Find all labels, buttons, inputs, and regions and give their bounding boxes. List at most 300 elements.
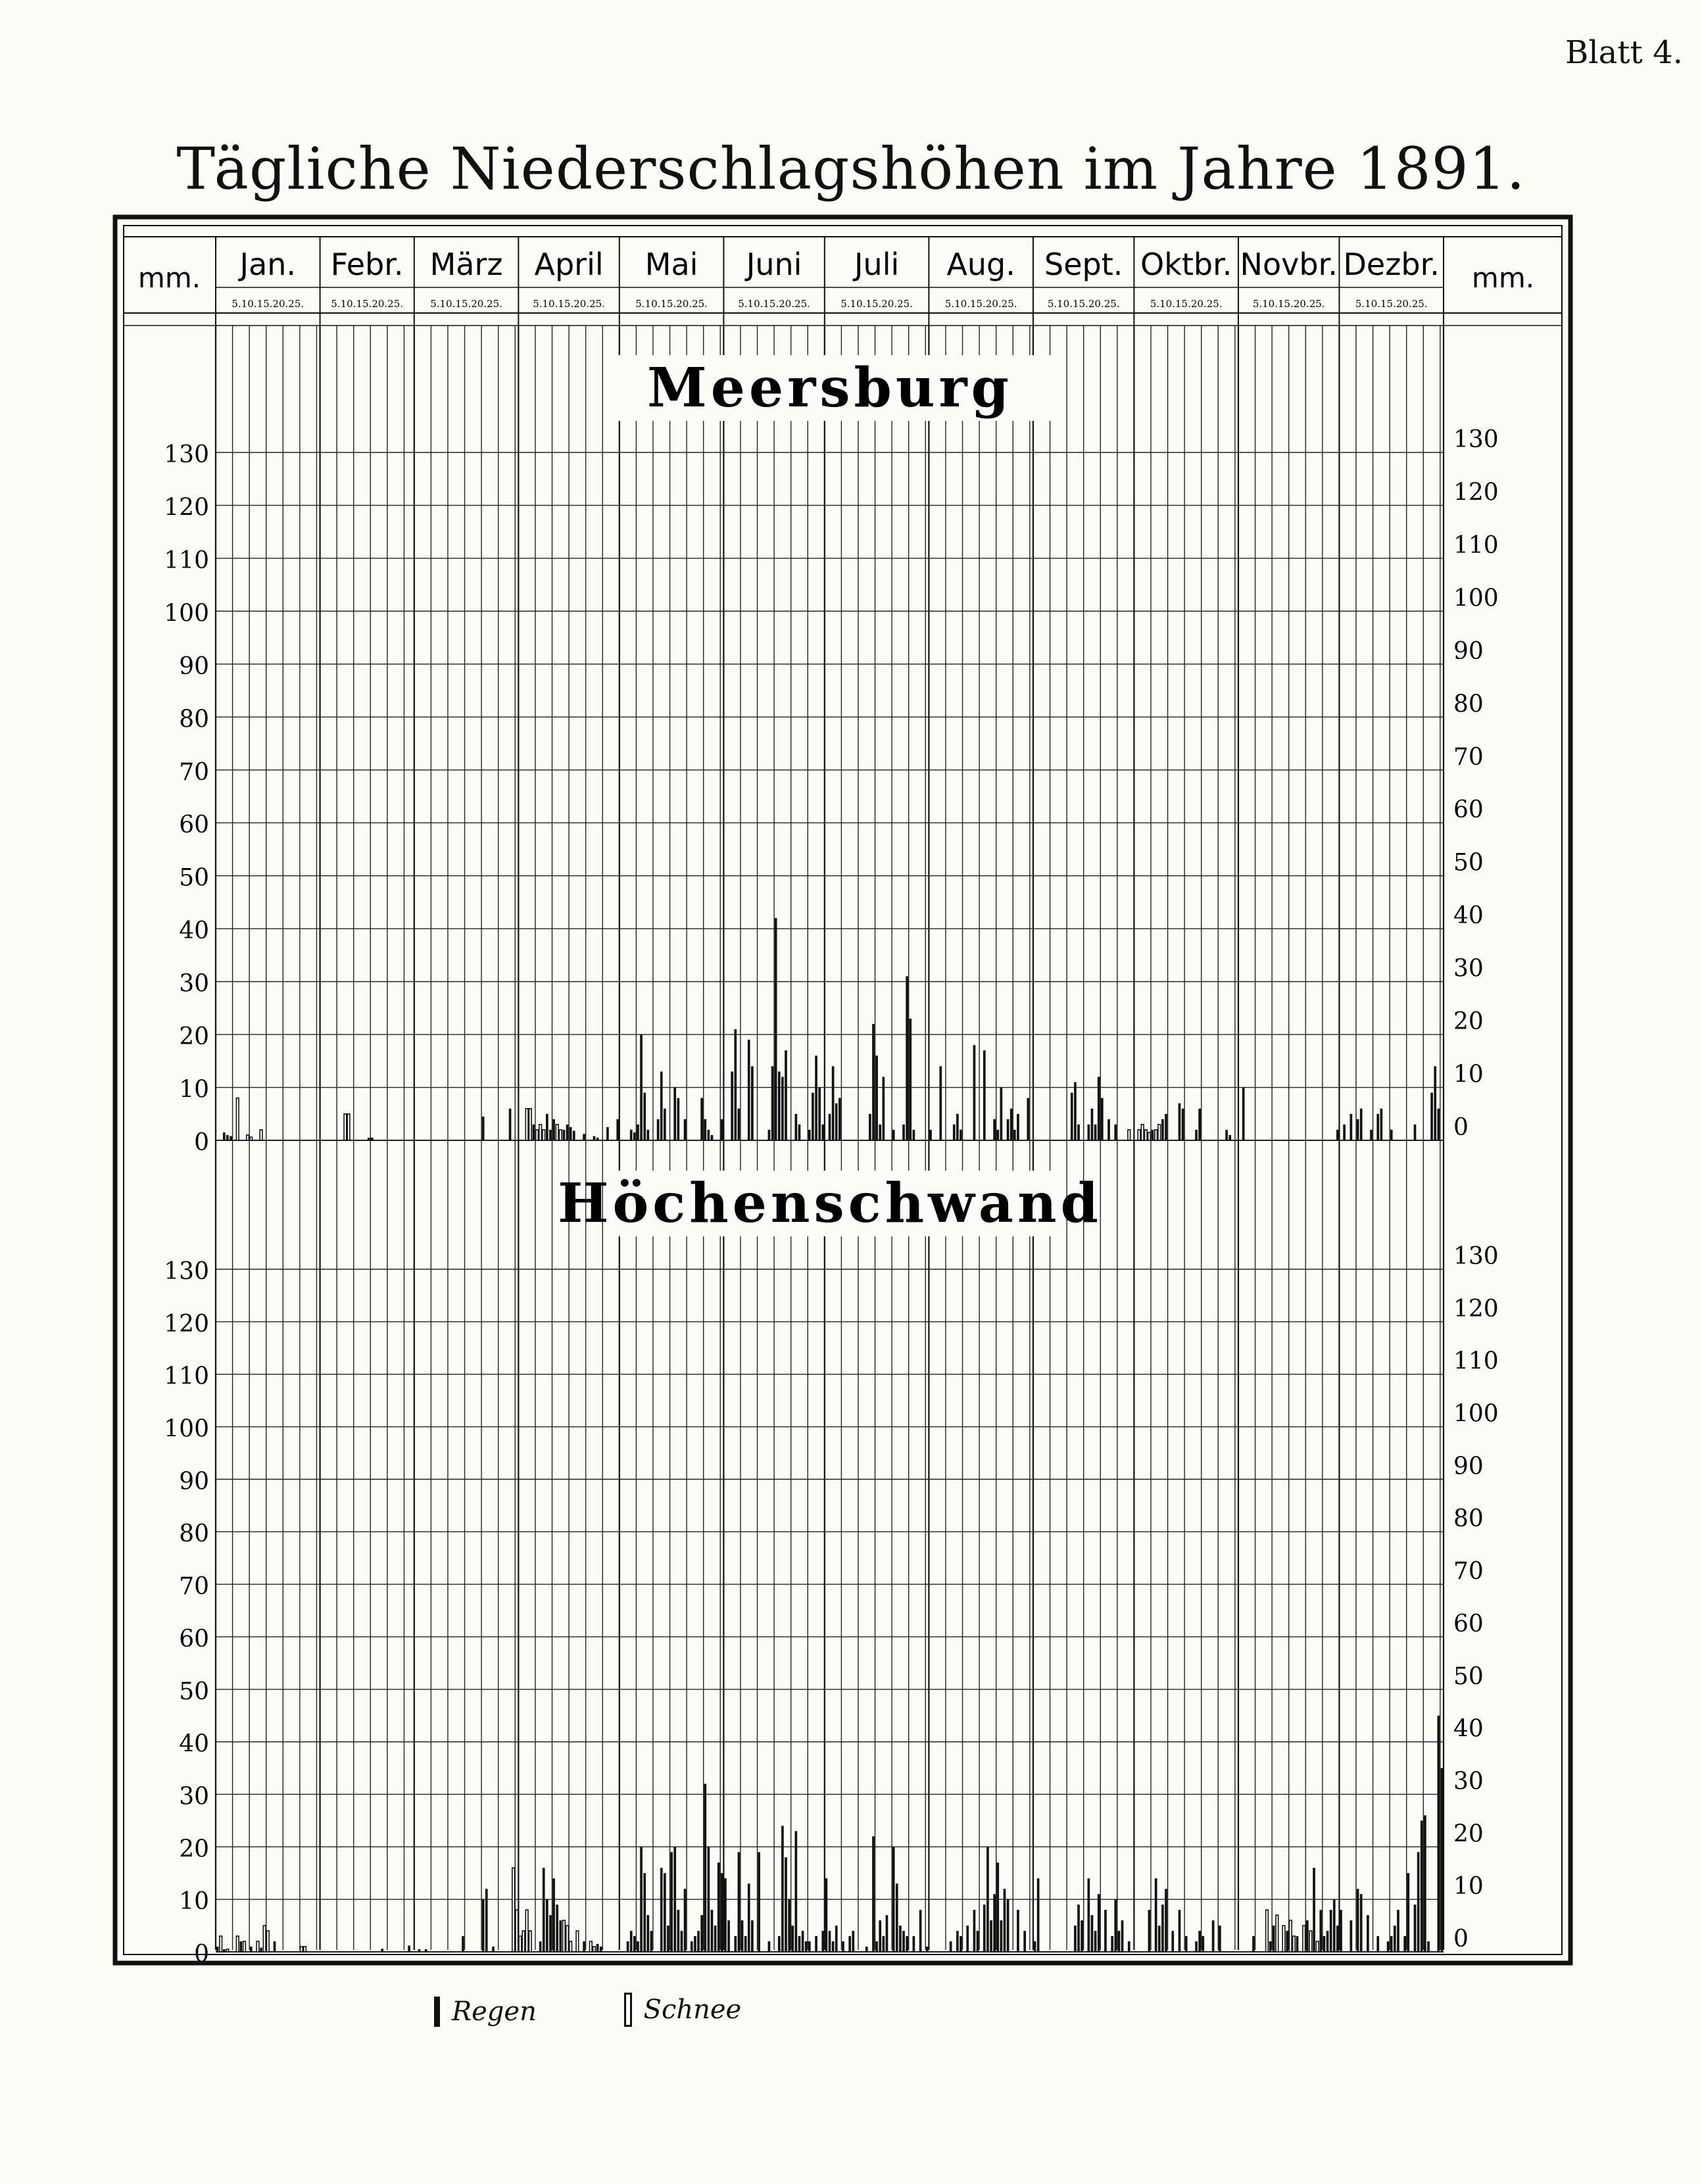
rain-bar: [727, 1920, 730, 1952]
snow-bar: [1309, 1931, 1312, 1952]
rain-bar: [791, 1926, 794, 1952]
snow-bar: [589, 1941, 592, 1952]
rain-bar: [1195, 1941, 1198, 1952]
snow-bar: [1158, 1125, 1161, 1140]
snow-bar: [1128, 1130, 1131, 1140]
rain-bar: [1198, 1109, 1201, 1140]
rain-bar: [583, 1941, 585, 1952]
rain-bar: [1182, 1109, 1184, 1140]
snow-bar: [525, 1109, 528, 1140]
y-tick-label-left: 70: [179, 758, 209, 786]
y-tick-label-right: 40: [1453, 1715, 1484, 1743]
y-tick-label-right: 0: [1453, 1926, 1469, 1953]
snow-bar: [566, 1926, 569, 1952]
day-tick-label: 5.10.15.20.25.: [1150, 298, 1223, 310]
rain-bar: [1114, 1899, 1117, 1952]
rain-bar: [1023, 1931, 1026, 1952]
rain-bar: [808, 1130, 811, 1140]
rain-bar: [869, 1114, 871, 1140]
rain-bar: [1390, 1936, 1393, 1952]
legend-item-snow: [624, 1993, 742, 2027]
rain-bar: [1081, 1920, 1083, 1952]
rain-bar: [882, 1936, 885, 1952]
rain-bar: [546, 1899, 548, 1952]
y-tick-label-left: 30: [179, 1783, 209, 1810]
snow-bar: [347, 1114, 350, 1140]
y-tick-label-left: 110: [164, 1363, 209, 1390]
y-tick-label-left: 10: [179, 1076, 209, 1104]
rain-bar: [700, 1915, 703, 1952]
rain-bar: [1212, 1920, 1215, 1952]
rain-bar: [708, 1130, 710, 1140]
snow-bar: [539, 1125, 542, 1140]
snow-bar: [1266, 1910, 1269, 1952]
rain-bar: [835, 1104, 838, 1140]
month-label: Aug.: [946, 247, 1015, 282]
rain-bar: [637, 1941, 639, 1952]
rain-bar: [596, 1138, 599, 1140]
day-tick-label: 5.10.15.20.25.: [430, 298, 502, 310]
rain-bar: [1017, 1910, 1019, 1952]
rain-bar: [606, 1127, 609, 1140]
rain-bar: [939, 1066, 942, 1140]
rain-bar: [738, 1852, 741, 1952]
rain-bar: [960, 1936, 962, 1952]
snow-bar: [250, 1137, 253, 1140]
rain-bar: [1421, 1820, 1423, 1952]
rain-bar: [708, 1847, 710, 1952]
rain-bar: [788, 1899, 790, 1952]
snow-bar: [256, 1941, 259, 1952]
rain-bar: [596, 1944, 599, 1952]
y-tick-label-right: 50: [1453, 1662, 1484, 1690]
month-label: April: [534, 247, 604, 282]
rain-bar: [533, 1125, 535, 1140]
snow-bar: [236, 1936, 239, 1952]
rain-bar: [983, 1050, 986, 1140]
rain-bar: [899, 1926, 902, 1952]
rain-bar: [570, 1127, 572, 1140]
rain-bar: [829, 1114, 831, 1140]
rain-bar: [1161, 1119, 1164, 1140]
rain-bar: [408, 1945, 410, 1952]
rain-bar: [872, 1024, 875, 1140]
rain-bar: [1427, 1941, 1430, 1952]
y-tick-label-left: 90: [179, 652, 209, 680]
day-tick-label: 5.10.15.20.25.: [738, 298, 810, 310]
rain-bar: [260, 1948, 262, 1952]
station-title: Meersburg: [647, 356, 1013, 420]
rain-bar: [1333, 1899, 1336, 1952]
rain-bar: [892, 1130, 895, 1140]
rain-bar: [768, 1941, 771, 1952]
rain-bar: [741, 1920, 744, 1952]
rain-bar: [425, 1949, 427, 1952]
snow-bar: [576, 1931, 579, 1952]
rain-bar: [829, 1931, 831, 1952]
rain-bar: [1319, 1910, 1322, 1952]
rain-bar: [1121, 1920, 1124, 1952]
rain-bar: [996, 1130, 999, 1140]
rain-bar: [563, 1130, 566, 1140]
snow-bar: [1144, 1130, 1147, 1140]
legend-rain-label: Regen: [452, 1997, 537, 2027]
day-tick-label: 5.10.15.20.25.: [1252, 298, 1325, 310]
rain-bar: [223, 1949, 226, 1952]
rain-bar: [1071, 1093, 1073, 1140]
rain-bar: [734, 1936, 737, 1952]
rain-bar: [1336, 1130, 1339, 1140]
rain-bar: [778, 1936, 781, 1952]
y-tick-label-right: 80: [1453, 1505, 1484, 1533]
rain-bar: [1394, 1926, 1396, 1952]
rain-bar: [559, 1920, 562, 1952]
rain-bar: [1441, 1768, 1444, 1952]
rain-bar: [640, 1034, 643, 1140]
rain-bar: [230, 1136, 232, 1140]
rain-bar: [1228, 1135, 1231, 1140]
rain-bar: [1417, 1852, 1420, 1952]
y-tick-label-left: 0: [194, 1941, 209, 1968]
snow-bar: [344, 1114, 347, 1140]
unit-label-left: mm.: [137, 262, 201, 294]
rain-bar: [977, 1931, 979, 1952]
rain-bar: [1104, 1910, 1107, 1952]
rain-bar: [1367, 1915, 1369, 1952]
snow-bar: [536, 1130, 539, 1140]
day-tick-label: 5.10.15.20.25.: [331, 298, 404, 310]
snow-bar: [247, 1135, 249, 1140]
rain-bar: [1179, 1910, 1181, 1952]
snow-bar: [529, 1931, 531, 1952]
snow-bar: [556, 1125, 558, 1140]
y-tick-label-right: 10: [1453, 1061, 1484, 1088]
rain-bar: [552, 1119, 555, 1140]
rain-bar: [1107, 1119, 1110, 1140]
y-tick-label-left: 30: [179, 970, 209, 998]
y-tick-label-right: 70: [1453, 743, 1484, 771]
day-tick-label: 5.10.15.20.25.: [1047, 298, 1120, 310]
rain-bar: [872, 1836, 875, 1952]
unit-label-right: mm.: [1471, 262, 1535, 294]
rain-bar: [956, 1114, 959, 1140]
day-tick-label: 5.10.15.20.25.: [533, 298, 605, 310]
y-tick-label-right: 120: [1453, 479, 1499, 506]
rain-bar: [216, 1947, 219, 1952]
snow-bar: [226, 1949, 229, 1952]
rain-bar: [1000, 1920, 1003, 1952]
rain-bar: [539, 1941, 542, 1952]
rain-bar: [731, 1071, 733, 1140]
rain-bar: [711, 1910, 714, 1952]
rain-bar: [1158, 1926, 1161, 1952]
rain-bar: [875, 1941, 878, 1952]
rain-bar: [771, 1066, 774, 1140]
rain-bar: [583, 1134, 585, 1140]
rain-bar: [1306, 1920, 1309, 1952]
rain-bar: [913, 1130, 915, 1140]
rain-bar: [1128, 1941, 1131, 1952]
month-label: März: [429, 247, 503, 282]
rain-bar: [996, 1862, 999, 1952]
rain-bar: [909, 1019, 912, 1140]
rain-bar: [966, 1926, 969, 1952]
rain-bar: [1370, 1130, 1373, 1140]
day-tick-label: 5.10.15.20.25.: [840, 298, 913, 310]
rain-bar: [664, 1109, 666, 1140]
month-label: Sept.: [1044, 247, 1123, 282]
rain-bar: [990, 1920, 992, 1952]
rain-bar: [630, 1130, 633, 1140]
y-tick-label-right: 40: [1453, 902, 1484, 930]
rain-bar: [1185, 1936, 1188, 1952]
rain-bar: [1397, 1910, 1399, 1952]
rain-bar: [1424, 1815, 1426, 1952]
rain-bar: [509, 1109, 512, 1140]
rain-bar: [795, 1114, 798, 1140]
month-label: Juli: [854, 247, 900, 282]
rain-bar: [1165, 1889, 1167, 1952]
rain-bar: [956, 1931, 959, 1952]
snow-bar: [236, 1098, 239, 1140]
rain-bar: [1414, 1125, 1417, 1140]
rain-bar: [1323, 1936, 1326, 1952]
y-tick-label-left: 80: [179, 706, 209, 733]
rain-bar: [593, 1136, 596, 1140]
rain-bar: [775, 918, 777, 1140]
rain-bar: [973, 1910, 976, 1952]
rain-bar: [896, 1883, 898, 1952]
month-label: Novbr.: [1240, 247, 1338, 282]
rain-bar: [738, 1109, 741, 1140]
snow-bar: [263, 1926, 266, 1952]
rain-bar: [852, 1931, 854, 1952]
rain-bar: [821, 1931, 824, 1952]
rain-bar: [1098, 1077, 1100, 1140]
rain-bar: [1027, 1098, 1029, 1140]
y-tick-label-left: 50: [179, 1678, 209, 1705]
rain-bar: [1004, 1889, 1006, 1952]
rain-bar: [1202, 1936, 1204, 1952]
y-tick-label-right: 90: [1453, 1453, 1484, 1480]
y-tick-label-left: 20: [179, 1835, 209, 1863]
rain-bar: [879, 1920, 881, 1952]
rain-bar: [825, 1878, 828, 1952]
y-tick-label-left: 60: [179, 1625, 209, 1653]
rain-bar: [1242, 1088, 1245, 1140]
month-label: Febr.: [330, 247, 404, 282]
rain-bar: [650, 1931, 653, 1952]
rain-bar: [418, 1949, 421, 1952]
snow-bar: [266, 1931, 269, 1952]
rain-bar: [1286, 1931, 1288, 1952]
rain-bar: [482, 1899, 485, 1952]
day-tick-label: 5.10.15.20.25.: [1355, 298, 1428, 310]
rain-bar: [1010, 1109, 1013, 1140]
snow-bar: [1293, 1936, 1296, 1952]
rain-bar: [812, 1093, 814, 1140]
rain-bar: [986, 1847, 989, 1952]
y-tick-label-left: 0: [194, 1129, 209, 1156]
rain-bar: [818, 1088, 821, 1140]
y-tick-label-right: 60: [1453, 1610, 1484, 1638]
y-tick-label-left: 80: [179, 1520, 209, 1548]
y-tick-label-left: 120: [164, 494, 209, 522]
rain-bar: [1296, 1936, 1299, 1952]
page-title: Tägliche Niederschlagshöhen im Jahre 1891.: [176, 135, 1526, 203]
y-tick-label-left: 70: [179, 1573, 209, 1601]
rain-bar: [1330, 1910, 1332, 1952]
rain-bar: [1225, 1130, 1228, 1140]
month-label: Mai: [644, 247, 698, 282]
rain-bar: [1437, 1109, 1440, 1140]
rain-bar: [660, 1071, 663, 1140]
rain-bar: [1357, 1119, 1359, 1140]
month-label: Juni: [746, 247, 802, 282]
rain-bar: [1390, 1130, 1393, 1140]
rain-bar: [1376, 1936, 1379, 1952]
rain-bar: [573, 1131, 575, 1140]
rain-bar: [758, 1852, 760, 1952]
rain-bar: [781, 1077, 784, 1140]
rain-bar: [694, 1936, 696, 1952]
rain-bar: [633, 1936, 636, 1952]
rain-bar: [1273, 1926, 1275, 1952]
rain-bar: [1336, 1926, 1339, 1952]
rain-bar: [543, 1868, 545, 1952]
snow-bar: [529, 1109, 531, 1140]
y-tick-label-right: 130: [1453, 426, 1499, 453]
y-tick-label-right: 100: [1453, 585, 1499, 612]
rain-bar: [1118, 1931, 1121, 1952]
rain-bar: [1387, 1941, 1390, 1952]
rain-bar: [802, 1931, 804, 1952]
rain-bar: [240, 1941, 243, 1952]
legend-snow-swatch: [624, 1993, 632, 2027]
snow-bar: [304, 1947, 306, 1952]
rain-bar: [1000, 1088, 1003, 1140]
rain-bar: [700, 1098, 703, 1140]
rain-bar: [1195, 1130, 1198, 1140]
y-tick-label-right: 50: [1453, 849, 1484, 877]
rain-bar: [744, 1936, 747, 1952]
y-tick-label-left: 20: [179, 1023, 209, 1051]
snow-bar: [1289, 1920, 1292, 1952]
rain-bar: [684, 1119, 687, 1140]
rain-bar: [643, 1873, 646, 1952]
outer-frame: [115, 217, 1570, 1963]
rain-bar: [714, 1926, 717, 1952]
y-tick-label-left: 60: [179, 812, 209, 839]
rain-bar: [677, 1910, 679, 1952]
rain-bar: [721, 1873, 723, 1952]
rain-bar: [1326, 1931, 1329, 1952]
rain-bar: [953, 1125, 956, 1140]
day-tick-label: 5.10.15.20.25.: [635, 298, 708, 310]
rain-bar: [643, 1093, 646, 1140]
rain-bar: [1430, 1093, 1433, 1140]
rain-bar: [983, 1905, 986, 1952]
rain-bar: [226, 1135, 229, 1140]
snow-bar: [525, 1910, 528, 1952]
rain-bar: [815, 1056, 817, 1140]
rain-bar: [482, 1117, 485, 1140]
rain-bar: [1114, 1125, 1117, 1140]
y-tick-label-right: 70: [1453, 1558, 1484, 1586]
y-tick-label-left: 50: [179, 864, 209, 892]
snow-bar: [301, 1947, 303, 1952]
snow-bar: [522, 1931, 525, 1952]
y-tick-label-right: 30: [1453, 1768, 1484, 1795]
month-label: Dezbr.: [1343, 247, 1440, 282]
y-tick-label-right: 0: [1453, 1114, 1469, 1141]
rain-bar: [913, 1936, 915, 1952]
rain-bar: [848, 1936, 851, 1952]
rain-bar: [637, 1125, 639, 1140]
rain-bar: [381, 1949, 383, 1952]
rain-bar: [223, 1132, 226, 1140]
y-tick-label-right: 110: [1453, 531, 1499, 559]
y-tick-label-right: 80: [1453, 691, 1484, 718]
snow-bar: [1276, 1915, 1278, 1952]
y-tick-label-left: 120: [164, 1310, 209, 1338]
y-tick-label-right: 130: [1453, 1243, 1499, 1270]
rain-bar: [1037, 1878, 1040, 1952]
y-tick-label-right: 60: [1453, 796, 1484, 824]
rain-bar: [919, 1910, 922, 1952]
rain-bar: [704, 1784, 706, 1952]
rain-bar: [805, 1941, 808, 1952]
rain-bar: [1034, 1941, 1036, 1952]
rain-bar: [832, 1941, 835, 1952]
rain-bar: [1161, 1905, 1164, 1952]
snow-bar: [543, 1130, 545, 1140]
rain-bar: [748, 1883, 750, 1952]
rain-bar: [1252, 1936, 1255, 1952]
rain-bar: [673, 1088, 676, 1140]
y-tick-label-right: 110: [1453, 1347, 1499, 1375]
snow-bar: [519, 1936, 522, 1952]
rain-bar: [1094, 1125, 1097, 1140]
rain-bar: [906, 1936, 908, 1952]
rain-bar: [1437, 1716, 1440, 1952]
rain-bar: [1017, 1114, 1019, 1140]
rain-bar: [821, 1125, 824, 1140]
rain-bar: [250, 1947, 253, 1952]
rain-bar: [1360, 1894, 1363, 1952]
rain-bar: [902, 1125, 905, 1140]
y-tick-label-left: 40: [179, 917, 209, 945]
rain-bar: [697, 1931, 700, 1952]
rain-bar: [549, 1130, 552, 1140]
day-tick-label: 5.10.15.20.25.: [231, 298, 304, 310]
rain-bar: [1074, 1926, 1077, 1952]
snow-bar: [593, 1947, 596, 1952]
rain-bar: [677, 1098, 679, 1140]
rain-bar: [633, 1132, 636, 1140]
rain-bar: [1091, 1915, 1094, 1952]
y-tick-label-right: 90: [1453, 637, 1484, 665]
y-tick-label-left: 100: [164, 1415, 209, 1443]
rain-bar: [646, 1915, 649, 1952]
rain-bar: [768, 1130, 771, 1140]
rain-bar: [929, 1130, 932, 1140]
inner-frame: [124, 226, 1562, 1954]
rain-bar: [1091, 1109, 1094, 1140]
rain-bar: [886, 1915, 888, 1952]
y-tick-label-left: 130: [164, 441, 209, 468]
sheet-label: Blatt 4.: [1565, 34, 1683, 71]
